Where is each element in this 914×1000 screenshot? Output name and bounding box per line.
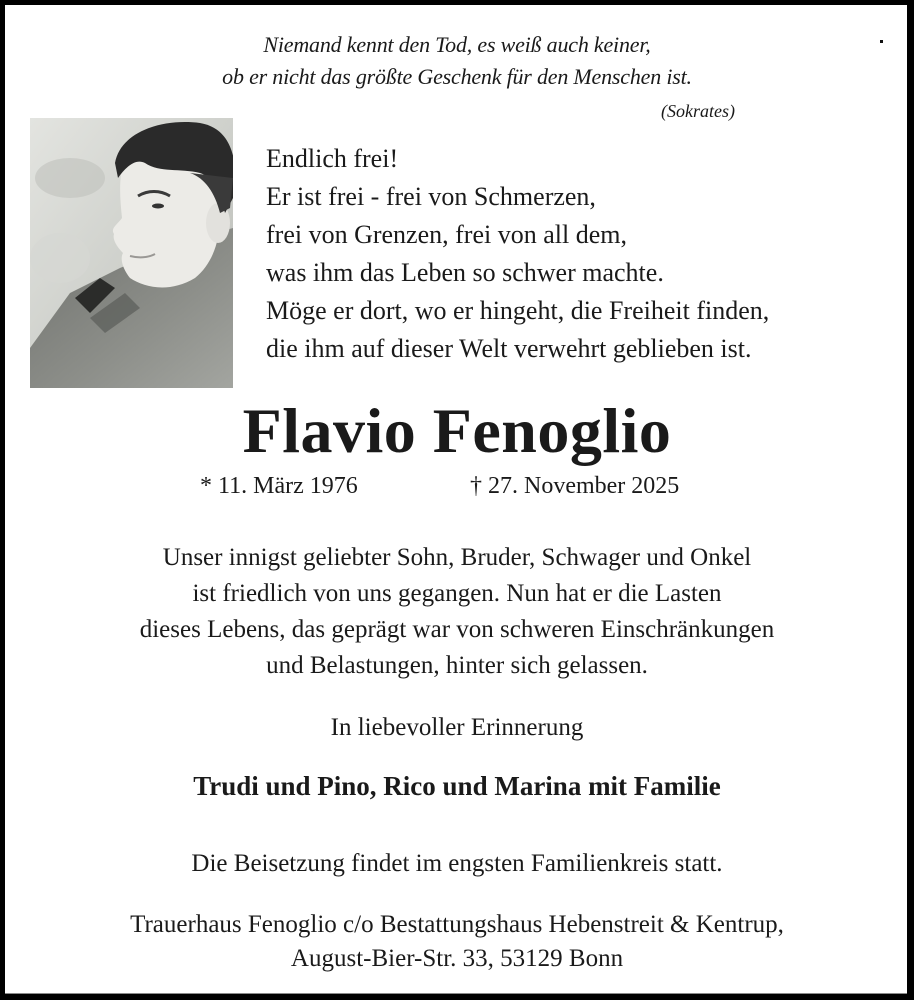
poem-line: was ihm das Leben so schwer machte. (266, 258, 664, 287)
birth-date: * 11. März 1976 (200, 473, 358, 499)
announcement-text (0, 540, 914, 684)
address-line: Trauerhaus Fenoglio c/o Bestattungshaus Hebenstreit & Kentrup, (130, 911, 784, 938)
family-signature: Trudi und Pino, Rico und Marina mit Familie (193, 771, 721, 801)
quote-source: (Sokrates) (661, 101, 735, 121)
announcement-line: und Belastungen, hinter sich gelassen. (266, 652, 648, 679)
portrait-illustration (30, 118, 233, 388)
poem (266, 140, 769, 368)
stray-dot (880, 40, 883, 43)
burial-notice: Die Beisetzung findet im engsten Familienkreis statt. (191, 850, 723, 877)
death-date: † 27. November 2025 (470, 473, 680, 499)
poem-line: die ihm auf dieser Welt verwehrt geblieben ist. (266, 334, 752, 363)
announcement-line: Unser innigst geliebter Sohn, Bruder, Schwager und Onkel (162, 544, 752, 571)
poem-line: Er ist frei - frei von Schmerzen, (266, 182, 596, 211)
poem-line: Möge er dort, wo er hingeht, die Freiheit finden, (266, 296, 770, 325)
portrait-photo (30, 118, 233, 388)
poem-line: Endlich frei! (266, 144, 399, 173)
deceased-name: Flavio Fenoglio (242, 395, 672, 466)
announcement-line: ist friedlich von uns gegangen. Nun hat er die Lasten (192, 580, 722, 607)
announcement-line: dieses Lebens, das geprägt war von schweren Einschränkungen (139, 616, 775, 643)
memory-line: In liebevoller Erinnerung (330, 714, 584, 741)
address-line: August-Bier-Str. 33, 53129 Bonn (290, 945, 624, 972)
address-block (0, 908, 914, 976)
quote-line-1: Niemand kennt den Tod, es weiß auch keiner, (263, 32, 651, 57)
poem-line: frei von Grenzen, frei von all dem, (266, 220, 627, 249)
quote-line-2: ob er nicht das größte Geschenk für den Menschen ist. (222, 64, 692, 89)
